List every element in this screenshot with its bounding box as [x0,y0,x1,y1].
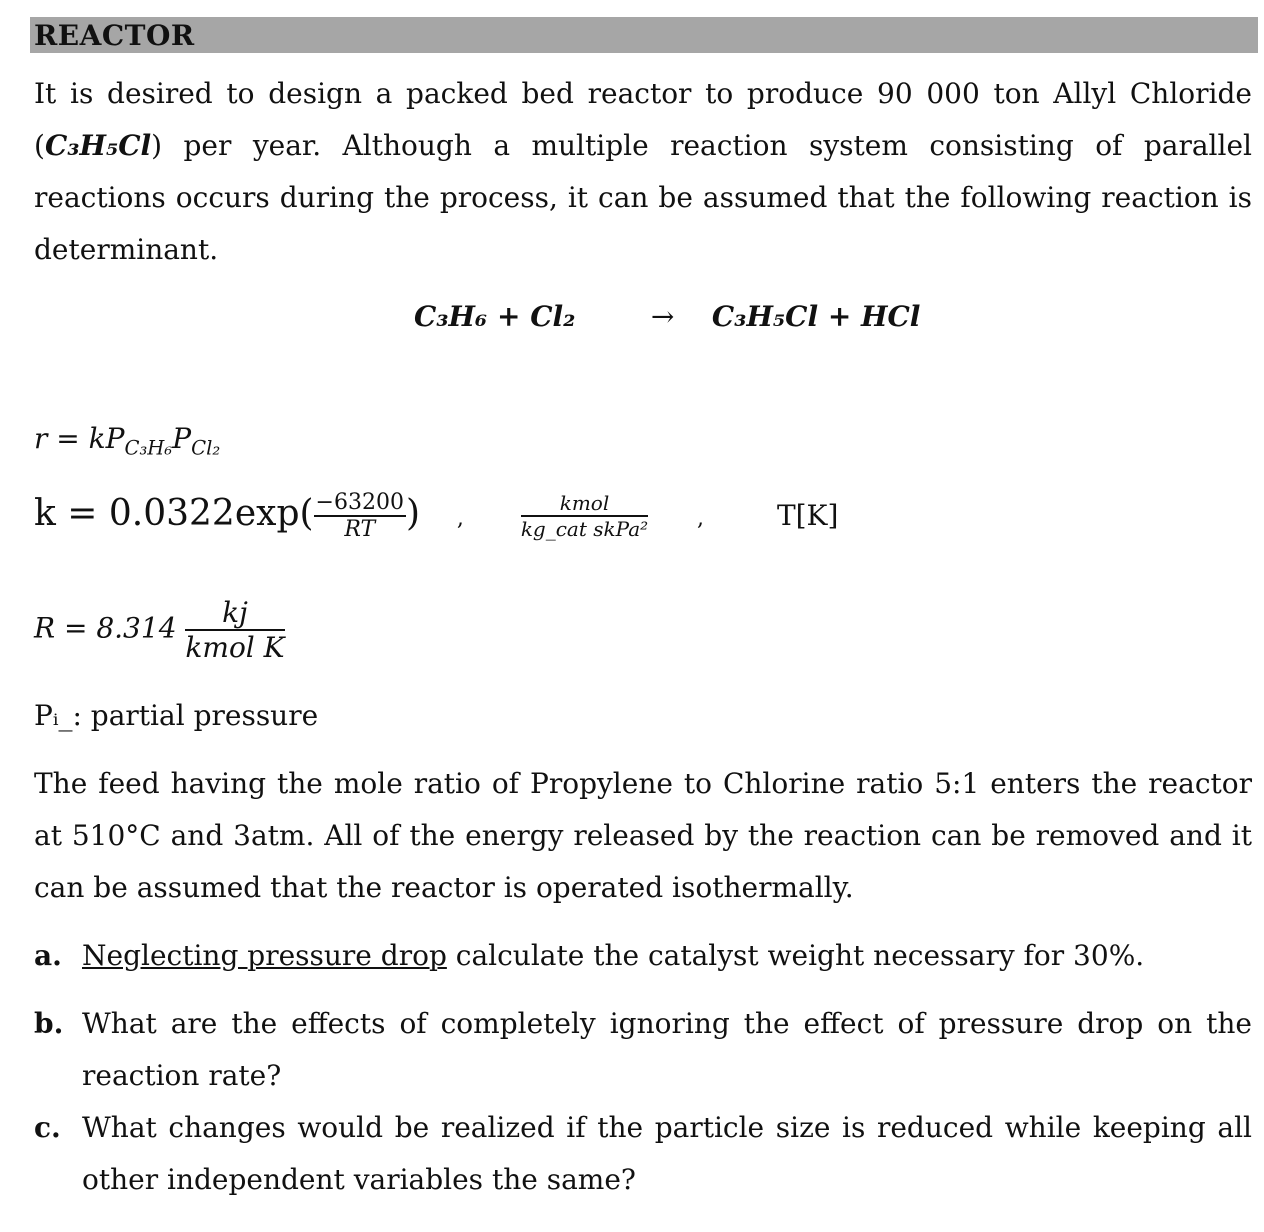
rate-equation [34,422,220,460]
intro-text-b: ) per year. Although a multiple reaction system consisting of parallel reactions occurs during the process, it can be assumed that the following reaction is determinant. [34,129,1252,266]
question-c-text: What changes would be realized if the particle size is reduced while keeping all other independent variables the same? [82,1111,1252,1196]
r-units-fraction [185,596,284,664]
question-a-text [82,930,1252,982]
reaction-arrow: → [650,300,675,333]
partial-pressure-definition: Pᵢ_: partial pressure [34,699,319,732]
question-b-label: b. [34,1007,64,1040]
r-units-numerator: kj [185,596,284,631]
question-a-underlined: Neglecting pressure drop [82,939,447,972]
k-units-numerator: kmol [521,491,648,517]
rate-sub-chlorine: Cl₂ [191,436,221,460]
k-units-fraction [521,491,648,541]
k-exp-numerator: −63200 [315,490,404,515]
rate-sub-propylene: C₃H₆ [124,436,173,460]
question-c-label: c. [34,1111,61,1144]
question-a-rest: calculate the catalyst weight necessary for 30%. [446,939,1145,972]
k-equation [34,490,838,542]
r-units-denominator: kmol K [185,631,285,664]
reaction-reactants: C₃H₆ + Cl₂ [414,300,576,333]
feed-paragraph: The feed having the mole ratio of Propylene to Chlorine ratio 5:1 enters the reactor at 510°C and 3atm. All of the energy released by the reaction can be removed and it can be assumed that the reactor is operated isothermally. [34,767,1252,904]
question-a-label: a. [34,939,62,972]
r-lhs: R = 8.314 [34,611,177,645]
intro-paragraph [34,68,1252,276]
section-header-bar [30,17,1258,53]
intro-formula: C₃H₅Cl [44,129,152,162]
r-equation [34,596,285,664]
section-title: REACTOR [34,19,195,52]
k-close-paren: ) [405,493,420,534]
k-units-denominator: kg_cat skPa² [520,517,649,541]
intro-text-a: It is desired to design a packed bed reactor to produce 90 000 ton Allyl Chloride ( [34,77,1252,162]
rate-lhs: r = kP [34,422,125,455]
k-separator-1: , [456,506,464,531]
temperature-unit: T[K] [776,499,839,532]
reaction-equation [414,300,920,333]
k-lhs: k = 0.0322exp( [34,493,314,534]
k-separator-2: , [697,506,705,531]
rate-p2: P [172,422,192,455]
question-b-text: What are the effects of completely ignoring the effect of pressure drop on the reaction rate? [82,1007,1252,1092]
k-exp-denominator: RT [344,517,376,542]
k-exponent-fraction [314,490,406,542]
reaction-products: C₃H₅Cl + HCl [711,300,921,333]
